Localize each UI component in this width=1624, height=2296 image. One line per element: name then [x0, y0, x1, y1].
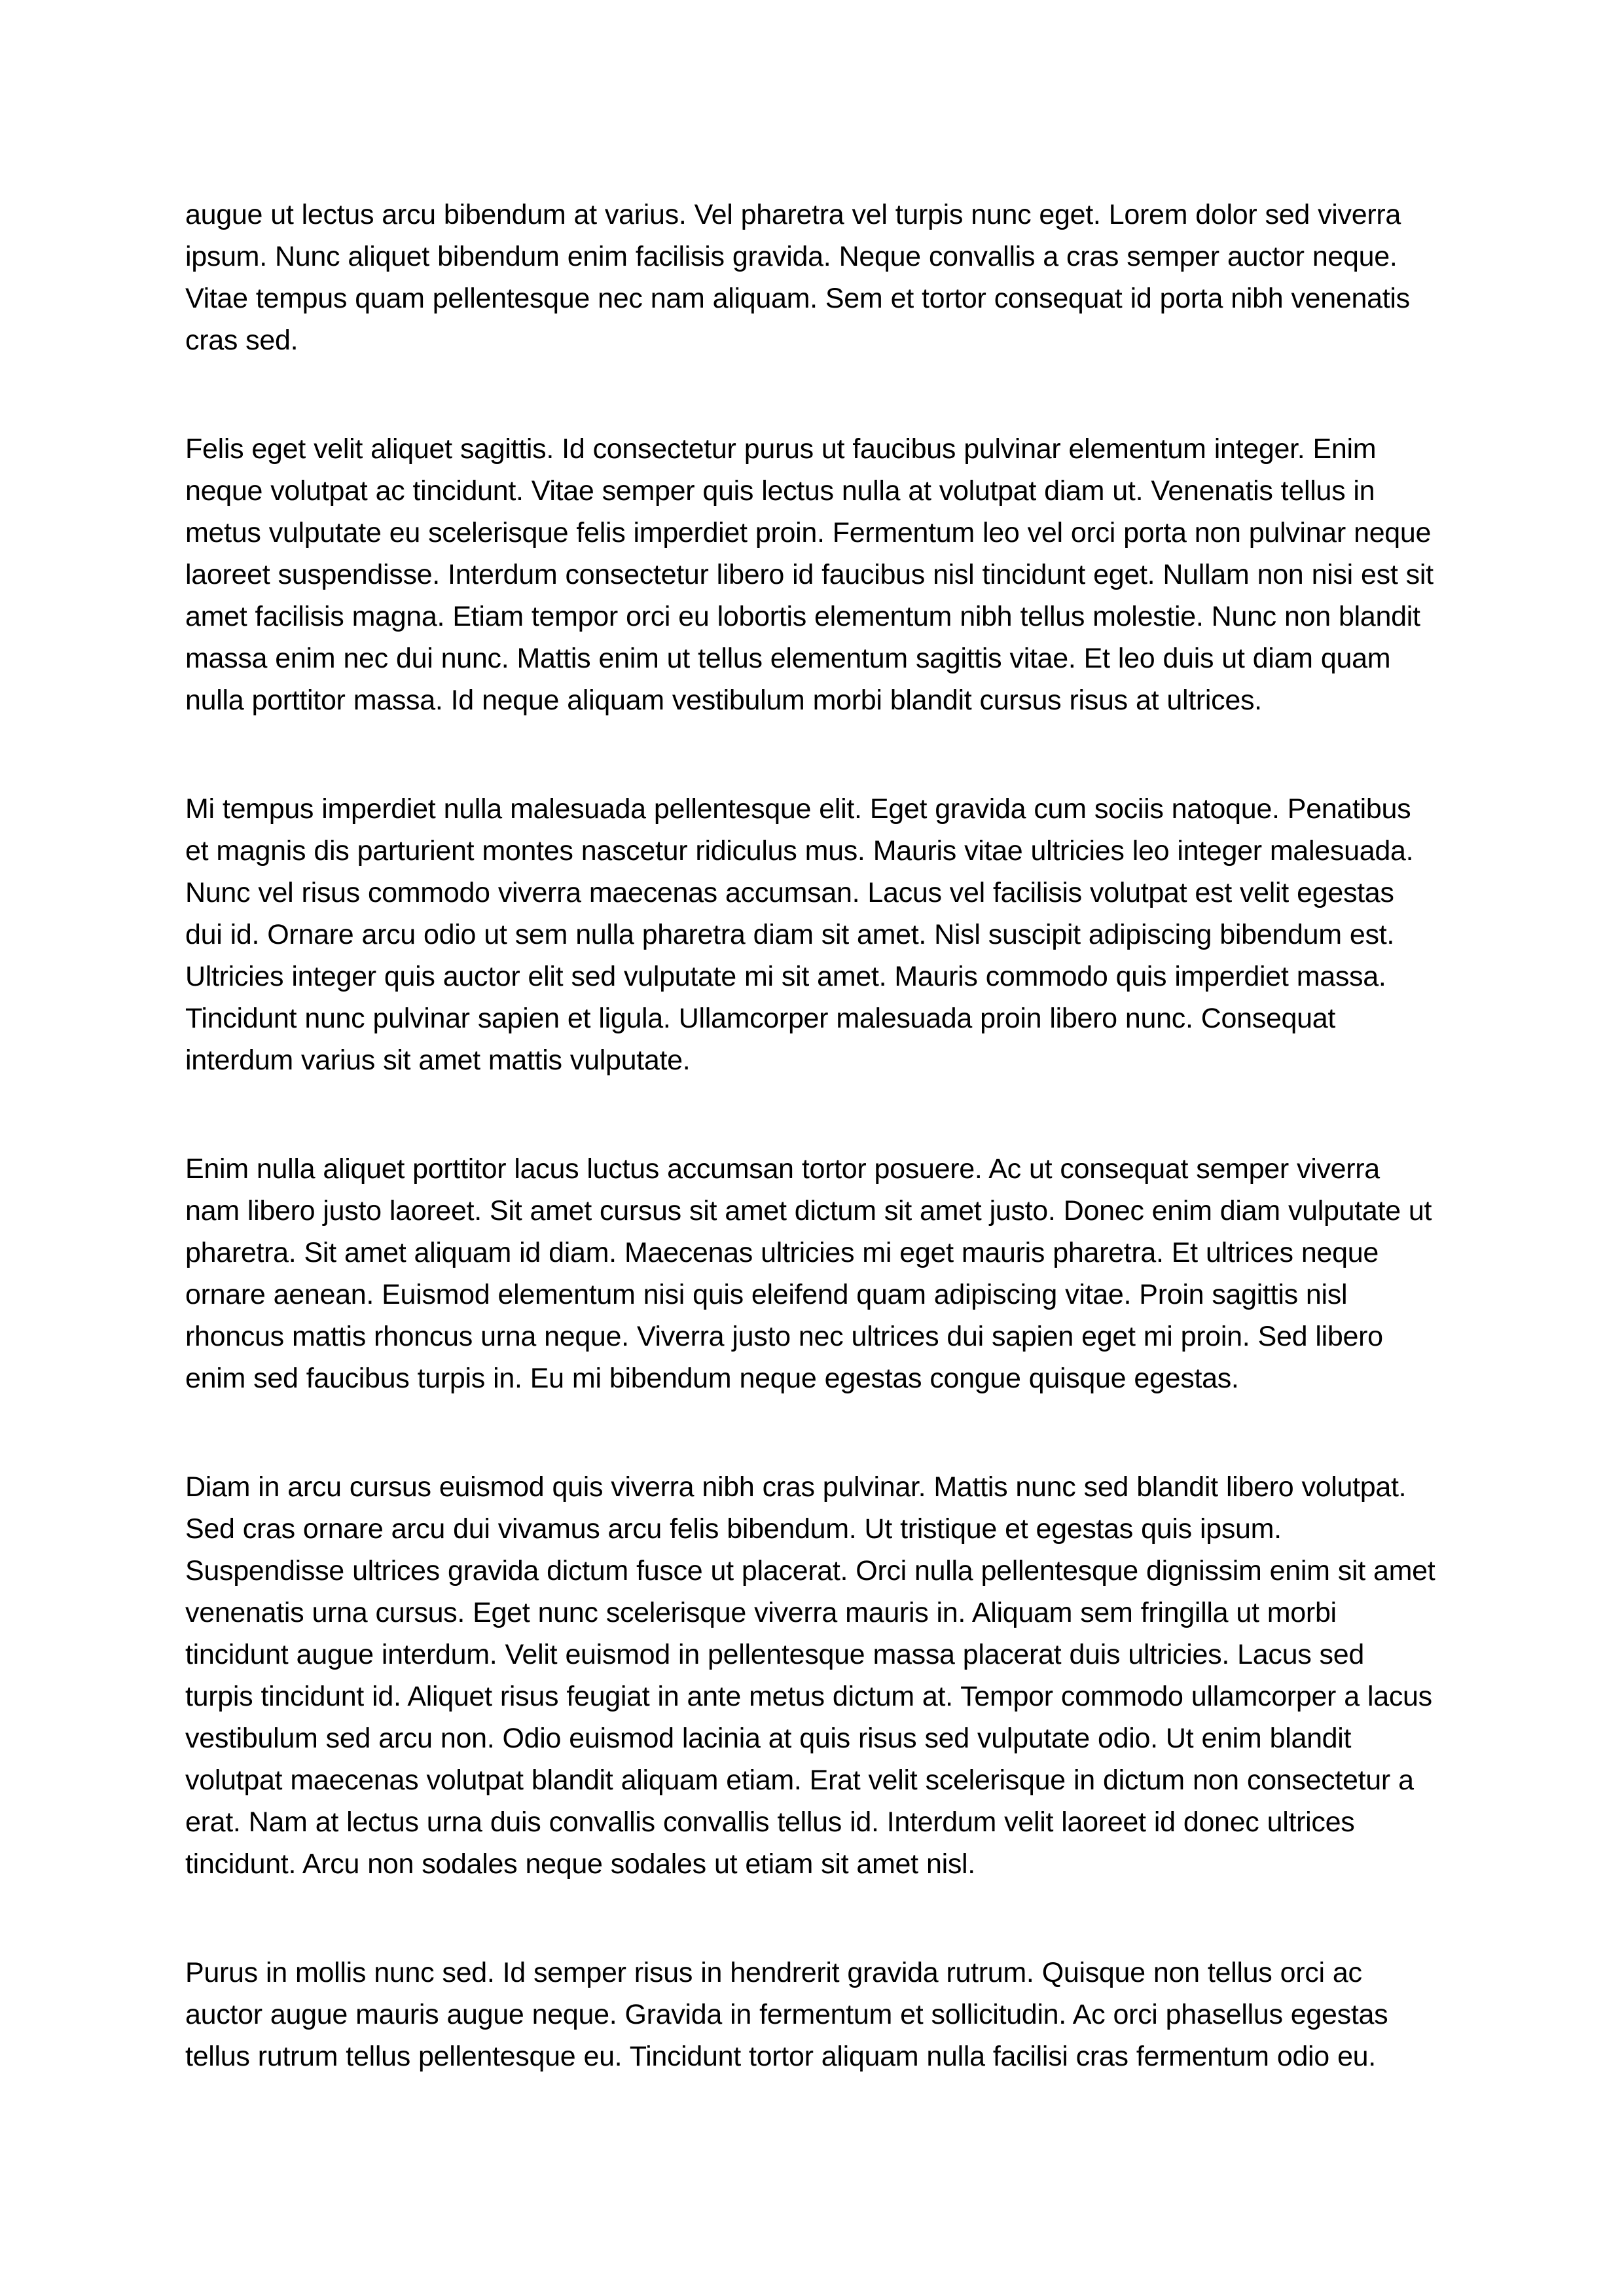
- paragraph-3: Mi tempus imperdiet nulla malesuada pellentesque elit. Eget gravida cum sociis natoque. Penatibus et magnis dis parturient montes nascetur ridiculus mus. Mauris vitae ultricies leo integer malesuada. Nunc vel risus commodo viverra maecenas accumsan. Lacus vel facilisis volutpat est velit egestas dui id. Ornare arcu odio ut sem nulla pharetra diam sit amet. Nisl suscipit adipiscing bibendum est. Ultricies integer quis auctor elit sed vulputate mi sit amet. Mauris commodo quis imperdiet massa. Tincidunt nunc pulvinar sapien et ligula. Ullamcorper malesuada proin libero nunc. Consequat interdum varius sit amet mattis vulputate.: [185, 793, 1414, 1076]
- paragraph-2: Felis eget velit aliquet sagittis. Id consectetur purus ut faucibus pulvinar elementum integer. Enim neque volutpat ac tincidunt. Vitae semper quis lectus nulla at volutpat diam ut. Venenatis tellus in metus vulputate eu scelerisque felis imperdiet proin. Fermentum leo vel orci porta non pulvinar neque laoreet suspendisse. Interdum consectetur libero id faucibus nisl tincidunt eget. Nullam non nisi est sit amet facilisis magna. Etiam tempor orci eu lobortis elementum nibh tellus molestie. Nunc non blandit massa enim nec dui nunc. Mattis enim ut tellus elementum sagittis vitae. Et leo duis ut diam quam nulla porttitor massa. Id neque aliquam vestibulum morbi blandit cursus risus at ultrices.: [185, 433, 1434, 716]
- paragraph-4: Enim nulla aliquet porttitor lacus luctus accumsan tortor posuere. Ac ut consequat semper viverra nam libero justo laoreet. Sit amet cursus sit amet dictum sit amet justo. Donec enim diam vulputate ut pharetra. Sit amet aliquam id diam. Maecenas ultricies mi eget mauris pharetra. Et ultrices neque ornare aenean. Euismod elementum nisi quis eleifend quam adipiscing vitae. Proin sagittis nisl rhoncus mattis rhoncus urna neque. Viverra justo nec ultrices dui sapien eget mi proin. Sed libero enim sed faucibus turpis in. Eu mi bibendum neque egestas congue quisque egestas.: [185, 1153, 1432, 1394]
- paragraph-5: Diam in arcu cursus euismod quis viverra nibh cras pulvinar. Mattis nunc sed blandit libero volutpat. Sed cras ornare arcu dui vivamus arcu felis bibendum. Ut tristique et egestas quis ipsum. Suspendisse ultrices gravida dictum fusce ut placerat. Orci nulla pellentesque dignissim enim sit amet venenatis urna cursus. Eget nunc scelerisque viverra mauris in. Aliquam sem fringilla ut morbi tincidunt augue interdum. Velit euismod in pellentesque massa placerat duis ultricies. Lacus sed turpis tincidunt id. Aliquet risus feugiat in ante metus dictum at. Tempor commodo ullamcorper a lacus vestibulum sed arcu non. Odio euismod lacinia at quis risus sed vulputate odio. Ut enim blandit volutpat maecenas volutpat blandit aliquam etiam. Erat velit scelerisque in dictum non consectetur a erat. Nam at lectus urna duis convallis convallis tellus id. Interdum velit laoreet id donec ultrices tincidunt. Arcu non sodales neque sodales ut etiam sit amet nisl.: [185, 1471, 1435, 1880]
- document-body: [185, 194, 1439, 2077]
- paragraph-1: augue ut lectus arcu bibendum at varius. Vel pharetra vel turpis nunc eget. Lorem dolor sed viverra ipsum. Nunc aliquet bibendum enim facilisis gravida. Neque convallis a cras semper auctor neque. Vitae tempus quam pellentesque nec nam aliquam. Sem et tortor consequat id porta nibh venenatis cras sed.: [185, 199, 1410, 356]
- paragraph-6: Purus in mollis nunc sed. Id semper risus in hendrerit gravida rutrum. Quisque non tellus orci ac auctor augue mauris augue neque. Gravida in fermentum et sollicitudin. Ac orci phasellus egestas tellus rutrum tellus pellentesque eu. Tincidunt tortor aliquam nulla facilisi cras fermentum odio eu.: [185, 1957, 1388, 2072]
